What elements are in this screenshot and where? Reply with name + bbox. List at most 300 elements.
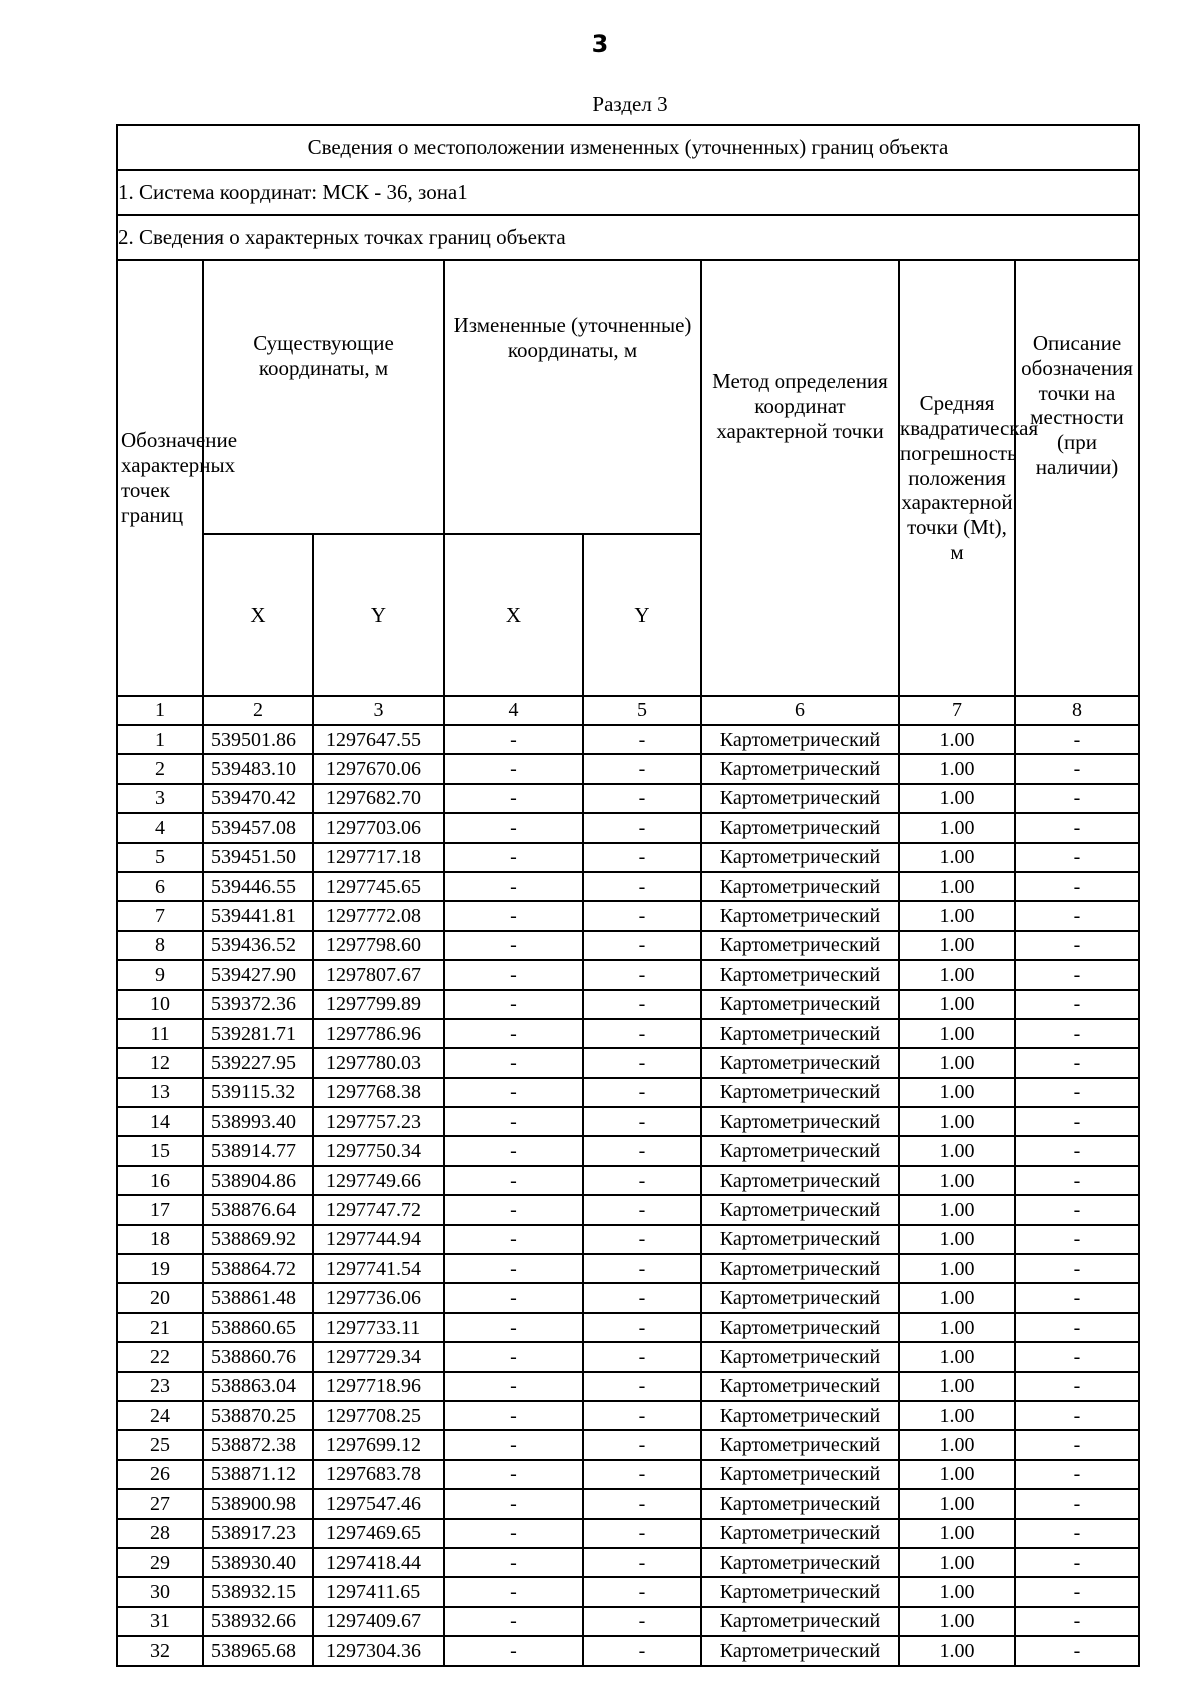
existing-y-cell: 1297768.38 bbox=[313, 1078, 444, 1107]
method-cell: Картометрический bbox=[701, 754, 899, 783]
changed-x-cell: - bbox=[444, 1460, 583, 1489]
description-cell: - bbox=[1015, 1195, 1139, 1224]
mean-error-cell: 1.00 bbox=[899, 872, 1015, 901]
changed-x-cell: - bbox=[444, 931, 583, 960]
mean-error-cell: 1.00 bbox=[899, 1107, 1015, 1136]
table-row bbox=[117, 1401, 1139, 1430]
table-row bbox=[117, 1519, 1139, 1548]
point-id-cell: 32 bbox=[117, 1636, 203, 1665]
method-cell: Картометрический bbox=[701, 960, 899, 989]
changed-x-cell: - bbox=[444, 960, 583, 989]
changed-y-cell: - bbox=[583, 1283, 701, 1312]
column-number: 5 bbox=[583, 696, 701, 725]
point-id-cell: 2 bbox=[117, 754, 203, 783]
mean-error-cell: 1.00 bbox=[899, 1166, 1015, 1195]
table-row bbox=[117, 1136, 1139, 1165]
table-row bbox=[117, 901, 1139, 930]
header-description: Описание обозначения точки на местности (при наличии) bbox=[1015, 260, 1139, 696]
description-cell: - bbox=[1015, 1607, 1139, 1636]
mean-error-cell: 1.00 bbox=[899, 1195, 1015, 1224]
point-id-cell: 1 bbox=[117, 725, 203, 754]
point-id-cell: 30 bbox=[117, 1577, 203, 1606]
column-number: 4 bbox=[444, 696, 583, 725]
changed-x-cell: - bbox=[444, 843, 583, 872]
boundary-points-table bbox=[116, 124, 1140, 1667]
mean-error-cell: 1.00 bbox=[899, 1078, 1015, 1107]
existing-x-cell: 538860.65 bbox=[203, 1313, 313, 1342]
changed-y-cell: - bbox=[583, 931, 701, 960]
column-number: 8 bbox=[1015, 696, 1139, 725]
points-info-row bbox=[117, 215, 1139, 260]
existing-y-cell: 1297708.25 bbox=[313, 1401, 444, 1430]
changed-y-cell: - bbox=[583, 1636, 701, 1665]
existing-y-cell: 1297703.06 bbox=[313, 813, 444, 842]
point-id-cell: 17 bbox=[117, 1195, 203, 1224]
changed-y-cell: - bbox=[583, 1460, 701, 1489]
existing-x-cell: 539446.55 bbox=[203, 872, 313, 901]
description-cell: - bbox=[1015, 1460, 1139, 1489]
table-row bbox=[117, 931, 1139, 960]
existing-x-cell: 538932.66 bbox=[203, 1607, 313, 1636]
table-row bbox=[117, 1342, 1139, 1371]
description-cell: - bbox=[1015, 931, 1139, 960]
header-designation: Обозначение характерных точек границ bbox=[117, 260, 203, 696]
existing-x-cell: 539451.50 bbox=[203, 843, 313, 872]
table-row bbox=[117, 1489, 1139, 1518]
description-cell: - bbox=[1015, 1166, 1139, 1195]
description-cell: - bbox=[1015, 1283, 1139, 1312]
point-id-cell: 11 bbox=[117, 1019, 203, 1048]
existing-y-cell: 1297699.12 bbox=[313, 1430, 444, 1459]
table-title-row bbox=[117, 125, 1139, 170]
existing-x-cell: 538930.40 bbox=[203, 1548, 313, 1577]
table-row bbox=[117, 1225, 1139, 1254]
changed-y-cell: - bbox=[583, 990, 701, 1019]
existing-x-cell: 539457.08 bbox=[203, 813, 313, 842]
existing-x-cell: 539483.10 bbox=[203, 754, 313, 783]
changed-y-cell: - bbox=[583, 1166, 701, 1195]
point-id-cell: 25 bbox=[117, 1430, 203, 1459]
description-cell: - bbox=[1015, 901, 1139, 930]
existing-y-cell: 1297670.06 bbox=[313, 754, 444, 783]
description-cell: - bbox=[1015, 1548, 1139, 1577]
point-id-cell: 22 bbox=[117, 1342, 203, 1371]
existing-y-cell: 1297718.96 bbox=[313, 1372, 444, 1401]
header-existing-y: Y bbox=[313, 534, 444, 696]
point-id-cell: 14 bbox=[117, 1107, 203, 1136]
changed-x-cell: - bbox=[444, 725, 583, 754]
existing-y-cell: 1297683.78 bbox=[313, 1460, 444, 1489]
header-existing-x: X bbox=[203, 534, 313, 696]
method-cell: Картометрический bbox=[701, 990, 899, 1019]
column-number: 2 bbox=[203, 696, 313, 725]
method-cell: Картометрический bbox=[701, 1078, 899, 1107]
existing-y-cell: 1297772.08 bbox=[313, 901, 444, 930]
header-mean-error: Средняя квадратическая погрешность положения характерной точки (Mt), м bbox=[899, 260, 1015, 696]
table-row bbox=[117, 1607, 1139, 1636]
changed-y-cell: - bbox=[583, 1225, 701, 1254]
changed-x-cell: - bbox=[444, 1254, 583, 1283]
point-id-cell: 23 bbox=[117, 1372, 203, 1401]
changed-x-cell: - bbox=[444, 1166, 583, 1195]
point-id-cell: 6 bbox=[117, 872, 203, 901]
header-changed-coords: Измененные (уточненные) координаты, м bbox=[444, 260, 701, 534]
mean-error-cell: 1.00 bbox=[899, 1283, 1015, 1312]
changed-x-cell: - bbox=[444, 1283, 583, 1312]
existing-x-cell: 539281.71 bbox=[203, 1019, 313, 1048]
mean-error-cell: 1.00 bbox=[899, 1136, 1015, 1165]
existing-y-cell: 1297411.65 bbox=[313, 1577, 444, 1606]
table-row bbox=[117, 1078, 1139, 1107]
existing-y-cell: 1297736.06 bbox=[313, 1283, 444, 1312]
existing-x-cell: 538863.04 bbox=[203, 1372, 313, 1401]
description-cell: - bbox=[1015, 725, 1139, 754]
mean-error-cell: 1.00 bbox=[899, 1489, 1015, 1518]
mean-error-cell: 1.00 bbox=[899, 1225, 1015, 1254]
header-method: Метод определения координат характерной точки bbox=[701, 260, 899, 696]
existing-x-cell: 538861.48 bbox=[203, 1283, 313, 1312]
changed-y-cell: - bbox=[583, 1577, 701, 1606]
mean-error-cell: 1.00 bbox=[899, 1577, 1015, 1606]
point-id-cell: 21 bbox=[117, 1313, 203, 1342]
existing-y-cell: 1297786.96 bbox=[313, 1019, 444, 1048]
description-cell: - bbox=[1015, 1019, 1139, 1048]
mean-error-cell: 1.00 bbox=[899, 1548, 1015, 1577]
method-cell: Картометрический bbox=[701, 1577, 899, 1606]
existing-y-cell: 1297757.23 bbox=[313, 1107, 444, 1136]
changed-y-cell: - bbox=[583, 1489, 701, 1518]
description-cell: - bbox=[1015, 1313, 1139, 1342]
existing-x-cell: 538904.86 bbox=[203, 1166, 313, 1195]
method-cell: Картометрический bbox=[701, 1166, 899, 1195]
column-number: 7 bbox=[899, 696, 1015, 725]
point-id-cell: 10 bbox=[117, 990, 203, 1019]
header-changed-x: X bbox=[444, 534, 583, 696]
changed-x-cell: - bbox=[444, 1342, 583, 1371]
mean-error-cell: 1.00 bbox=[899, 1607, 1015, 1636]
existing-y-cell: 1297747.72 bbox=[313, 1195, 444, 1224]
column-number: 6 bbox=[701, 696, 899, 725]
method-cell: Картометрический bbox=[701, 1254, 899, 1283]
changed-y-cell: - bbox=[583, 1430, 701, 1459]
mean-error-cell: 1.00 bbox=[899, 1342, 1015, 1371]
existing-y-cell: 1297798.60 bbox=[313, 931, 444, 960]
point-id-cell: 29 bbox=[117, 1548, 203, 1577]
changed-y-cell: - bbox=[583, 1019, 701, 1048]
changed-y-cell: - bbox=[583, 1048, 701, 1077]
mean-error-cell: 1.00 bbox=[899, 1401, 1015, 1430]
changed-x-cell: - bbox=[444, 1195, 583, 1224]
description-cell: - bbox=[1015, 843, 1139, 872]
changed-x-cell: - bbox=[444, 990, 583, 1019]
existing-x-cell: 538872.38 bbox=[203, 1430, 313, 1459]
point-id-cell: 18 bbox=[117, 1225, 203, 1254]
method-cell: Картометрический bbox=[701, 1636, 899, 1665]
changed-y-cell: - bbox=[583, 1313, 701, 1342]
table-title: Сведения о местоположении измененных (уточненных) границ объекта bbox=[117, 125, 1139, 170]
point-id-cell: 13 bbox=[117, 1078, 203, 1107]
table-row bbox=[117, 990, 1139, 1019]
existing-x-cell: 538917.23 bbox=[203, 1519, 313, 1548]
table-row bbox=[117, 813, 1139, 842]
method-cell: Картометрический bbox=[701, 1136, 899, 1165]
existing-x-cell: 538932.15 bbox=[203, 1577, 313, 1606]
method-cell: Картометрический bbox=[701, 1225, 899, 1254]
changed-x-cell: - bbox=[444, 1401, 583, 1430]
existing-x-cell: 539427.90 bbox=[203, 960, 313, 989]
existing-x-cell: 538900.98 bbox=[203, 1489, 313, 1518]
changed-y-cell: - bbox=[583, 1195, 701, 1224]
changed-y-cell: - bbox=[583, 1078, 701, 1107]
changed-y-cell: - bbox=[583, 843, 701, 872]
existing-x-cell: 539501.86 bbox=[203, 725, 313, 754]
table-row bbox=[117, 1254, 1139, 1283]
method-cell: Картометрический bbox=[701, 843, 899, 872]
table-row bbox=[117, 1195, 1139, 1224]
changed-y-cell: - bbox=[583, 1136, 701, 1165]
existing-x-cell: 538860.76 bbox=[203, 1342, 313, 1371]
changed-x-cell: - bbox=[444, 1548, 583, 1577]
changed-y-cell: - bbox=[583, 872, 701, 901]
existing-x-cell: 539115.32 bbox=[203, 1078, 313, 1107]
mean-error-cell: 1.00 bbox=[899, 1372, 1015, 1401]
mean-error-cell: 1.00 bbox=[899, 725, 1015, 754]
section-title: Раздел 3 bbox=[592, 92, 668, 116]
changed-y-cell: - bbox=[583, 754, 701, 783]
existing-y-cell: 1297409.67 bbox=[313, 1607, 444, 1636]
changed-x-cell: - bbox=[444, 1313, 583, 1342]
method-cell: Картометрический bbox=[701, 1548, 899, 1577]
changed-y-cell: - bbox=[583, 813, 701, 842]
existing-x-cell: 538870.25 bbox=[203, 1401, 313, 1430]
point-id-cell: 4 bbox=[117, 813, 203, 842]
existing-y-cell: 1297304.36 bbox=[313, 1636, 444, 1665]
mean-error-cell: 1.00 bbox=[899, 1430, 1015, 1459]
mean-error-cell: 1.00 bbox=[899, 843, 1015, 872]
column-number-row bbox=[117, 696, 1139, 725]
table-row bbox=[117, 1048, 1139, 1077]
description-cell: - bbox=[1015, 1430, 1139, 1459]
table-row bbox=[117, 1636, 1139, 1665]
existing-x-cell: 538869.92 bbox=[203, 1225, 313, 1254]
table-row bbox=[117, 1577, 1139, 1606]
existing-y-cell: 1297744.94 bbox=[313, 1225, 444, 1254]
existing-y-cell: 1297418.44 bbox=[313, 1548, 444, 1577]
point-id-cell: 16 bbox=[117, 1166, 203, 1195]
method-cell: Картометрический bbox=[701, 784, 899, 813]
mean-error-cell: 1.00 bbox=[899, 784, 1015, 813]
description-cell: - bbox=[1015, 754, 1139, 783]
existing-y-cell: 1297780.03 bbox=[313, 1048, 444, 1077]
description-cell: - bbox=[1015, 1107, 1139, 1136]
existing-x-cell: 539436.52 bbox=[203, 931, 313, 960]
existing-x-cell: 538864.72 bbox=[203, 1254, 313, 1283]
changed-y-cell: - bbox=[583, 1548, 701, 1577]
mean-error-cell: 1.00 bbox=[899, 990, 1015, 1019]
description-cell: - bbox=[1015, 1048, 1139, 1077]
changed-x-cell: - bbox=[444, 1078, 583, 1107]
method-cell: Картометрический bbox=[701, 813, 899, 842]
coord-system-text: 1. Система координат: МСК - 36, зона1 bbox=[117, 170, 1139, 215]
existing-x-cell: 539227.95 bbox=[203, 1048, 313, 1077]
mean-error-cell: 1.00 bbox=[899, 901, 1015, 930]
table-row bbox=[117, 1019, 1139, 1048]
changed-x-cell: - bbox=[444, 872, 583, 901]
points-info-text: 2. Сведения о характерных точках границ объекта bbox=[117, 215, 1139, 260]
method-cell: Картометрический bbox=[701, 931, 899, 960]
description-cell: - bbox=[1015, 784, 1139, 813]
method-cell: Картометрический bbox=[701, 725, 899, 754]
header-changed-y: Y bbox=[583, 534, 701, 696]
existing-x-cell: 538993.40 bbox=[203, 1107, 313, 1136]
point-id-cell: 27 bbox=[117, 1489, 203, 1518]
existing-x-cell: 538876.64 bbox=[203, 1195, 313, 1224]
point-id-cell: 8 bbox=[117, 931, 203, 960]
existing-y-cell: 1297547.46 bbox=[313, 1489, 444, 1518]
table-row bbox=[117, 843, 1139, 872]
mean-error-cell: 1.00 bbox=[899, 1019, 1015, 1048]
existing-y-cell: 1297745.65 bbox=[313, 872, 444, 901]
existing-y-cell: 1297741.54 bbox=[313, 1254, 444, 1283]
mean-error-cell: 1.00 bbox=[899, 813, 1015, 842]
method-cell: Картометрический bbox=[701, 1372, 899, 1401]
existing-x-cell: 539470.42 bbox=[203, 784, 313, 813]
mean-error-cell: 1.00 bbox=[899, 1313, 1015, 1342]
changed-x-cell: - bbox=[444, 1048, 583, 1077]
point-id-cell: 28 bbox=[117, 1519, 203, 1548]
changed-x-cell: - bbox=[444, 1107, 583, 1136]
existing-y-cell: 1297733.11 bbox=[313, 1313, 444, 1342]
changed-y-cell: - bbox=[583, 1342, 701, 1371]
table-row bbox=[117, 1430, 1139, 1459]
description-cell: - bbox=[1015, 1342, 1139, 1371]
description-cell: - bbox=[1015, 1078, 1139, 1107]
method-cell: Картометрический bbox=[701, 901, 899, 930]
description-cell: - bbox=[1015, 1401, 1139, 1430]
changed-x-cell: - bbox=[444, 1225, 583, 1254]
table-row bbox=[117, 1107, 1139, 1136]
existing-y-cell: 1297647.55 bbox=[313, 725, 444, 754]
changed-x-cell: - bbox=[444, 1636, 583, 1665]
method-cell: Картометрический bbox=[701, 1430, 899, 1459]
changed-x-cell: - bbox=[444, 1136, 583, 1165]
description-cell: - bbox=[1015, 1254, 1139, 1283]
changed-x-cell: - bbox=[444, 1577, 583, 1606]
method-cell: Картометрический bbox=[701, 1195, 899, 1224]
table-row bbox=[117, 725, 1139, 754]
point-id-cell: 7 bbox=[117, 901, 203, 930]
changed-y-cell: - bbox=[583, 1401, 701, 1430]
changed-x-cell: - bbox=[444, 1372, 583, 1401]
point-id-cell: 31 bbox=[117, 1607, 203, 1636]
changed-y-cell: - bbox=[583, 1519, 701, 1548]
existing-x-cell: 538914.77 bbox=[203, 1136, 313, 1165]
point-id-cell: 5 bbox=[117, 843, 203, 872]
coord-system-row bbox=[117, 170, 1139, 215]
changed-y-cell: - bbox=[583, 1107, 701, 1136]
existing-y-cell: 1297807.67 bbox=[313, 960, 444, 989]
changed-x-cell: - bbox=[444, 1019, 583, 1048]
description-cell: - bbox=[1015, 960, 1139, 989]
mean-error-cell: 1.00 bbox=[899, 754, 1015, 783]
method-cell: Картометрический bbox=[701, 1342, 899, 1371]
existing-y-cell: 1297749.66 bbox=[313, 1166, 444, 1195]
changed-y-cell: - bbox=[583, 1254, 701, 1283]
mean-error-cell: 1.00 bbox=[899, 1460, 1015, 1489]
point-id-cell: 15 bbox=[117, 1136, 203, 1165]
description-cell: - bbox=[1015, 990, 1139, 1019]
existing-x-cell: 539372.36 bbox=[203, 990, 313, 1019]
point-id-cell: 26 bbox=[117, 1460, 203, 1489]
method-cell: Картометрический bbox=[701, 1107, 899, 1136]
description-cell: - bbox=[1015, 872, 1139, 901]
changed-x-cell: - bbox=[444, 1607, 583, 1636]
changed-y-cell: - bbox=[583, 784, 701, 813]
table-row bbox=[117, 784, 1139, 813]
method-cell: Картометрический bbox=[701, 1283, 899, 1312]
method-cell: Картометрический bbox=[701, 1519, 899, 1548]
description-cell: - bbox=[1015, 1372, 1139, 1401]
table-row bbox=[117, 1548, 1139, 1577]
table-row bbox=[117, 1372, 1139, 1401]
method-cell: Картометрический bbox=[701, 1019, 899, 1048]
page-number: 3 bbox=[591, 30, 609, 58]
changed-x-cell: - bbox=[444, 1430, 583, 1459]
table-row bbox=[117, 1166, 1139, 1195]
table-row bbox=[117, 1313, 1139, 1342]
column-number: 1 bbox=[117, 696, 203, 725]
description-cell: - bbox=[1015, 1577, 1139, 1606]
existing-y-cell: 1297682.70 bbox=[313, 784, 444, 813]
changed-x-cell: - bbox=[444, 901, 583, 930]
changed-x-cell: - bbox=[444, 813, 583, 842]
existing-y-cell: 1297717.18 bbox=[313, 843, 444, 872]
method-cell: Картометрический bbox=[701, 1313, 899, 1342]
table-row bbox=[117, 1460, 1139, 1489]
table-row bbox=[117, 872, 1139, 901]
header-existing-coords: Существующие координаты, м bbox=[203, 260, 444, 534]
changed-y-cell: - bbox=[583, 901, 701, 930]
table-row bbox=[117, 1283, 1139, 1312]
changed-y-cell: - bbox=[583, 1372, 701, 1401]
description-cell: - bbox=[1015, 1489, 1139, 1518]
header-row-1 bbox=[117, 260, 1139, 534]
existing-y-cell: 1297469.65 bbox=[313, 1519, 444, 1548]
point-id-cell: 20 bbox=[117, 1283, 203, 1312]
point-id-cell: 24 bbox=[117, 1401, 203, 1430]
mean-error-cell: 1.00 bbox=[899, 1519, 1015, 1548]
mean-error-cell: 1.00 bbox=[899, 1048, 1015, 1077]
method-cell: Картометрический bbox=[701, 1048, 899, 1077]
changed-x-cell: - bbox=[444, 1489, 583, 1518]
point-id-cell: 12 bbox=[117, 1048, 203, 1077]
description-cell: - bbox=[1015, 813, 1139, 842]
existing-y-cell: 1297750.34 bbox=[313, 1136, 444, 1165]
existing-x-cell: 538871.12 bbox=[203, 1460, 313, 1489]
changed-y-cell: - bbox=[583, 960, 701, 989]
method-cell: Картометрический bbox=[701, 1460, 899, 1489]
existing-x-cell: 538965.68 bbox=[203, 1636, 313, 1665]
point-id-cell: 3 bbox=[117, 784, 203, 813]
description-cell: - bbox=[1015, 1225, 1139, 1254]
mean-error-cell: 1.00 bbox=[899, 960, 1015, 989]
description-cell: - bbox=[1015, 1136, 1139, 1165]
existing-y-cell: 1297729.34 bbox=[313, 1342, 444, 1371]
point-id-cell: 19 bbox=[117, 1254, 203, 1283]
method-cell: Картометрический bbox=[701, 872, 899, 901]
changed-x-cell: - bbox=[444, 754, 583, 783]
changed-y-cell: - bbox=[583, 725, 701, 754]
